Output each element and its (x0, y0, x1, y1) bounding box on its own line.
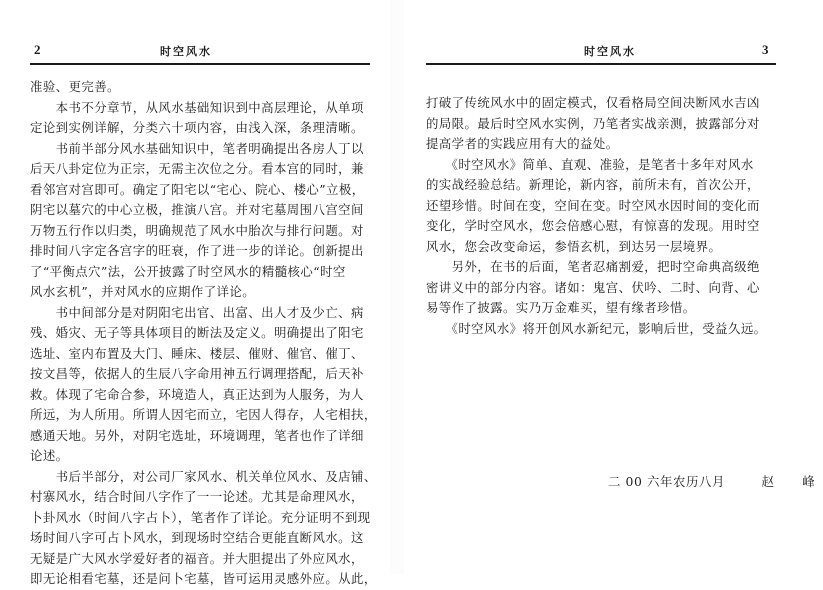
signature-author: 赵 峰 (761, 474, 823, 489)
header-rule (426, 63, 776, 65)
right-page-body (426, 93, 778, 339)
text-line: 打破了传统风水中的固定模式，仅看格局空间决断风水吉凶 (426, 95, 760, 110)
text-line: 《时空风水》简单、直观、准验，是笔者十多年对风水 (426, 156, 754, 172)
text-line: 感通天地。另外，对阴宅选址，环境调理，笔者也作了详细 (30, 427, 364, 443)
text-line: 看邻宫对宫即可。确定了阳宅以“宅心、院心、楼心”立极， (30, 181, 365, 197)
text-line: 密讲义中的部分内容。诸如：鬼宫、伏吟、二时、向背、心 (426, 279, 760, 295)
page-number: 2 (34, 42, 41, 57)
text-line: 书中间部分是对阴阳宅出官、出富、出人才及少亡、病 (30, 304, 364, 320)
text-line: 易等作了披露。实乃万金难买，望有缘者珍惜。 (426, 300, 696, 315)
text-line: 风水玄机”，并对风水的应期作了详论。 (30, 284, 256, 299)
text-line: 按文昌等，依据人的生辰八字命用神五行调理搭配，后天补 (30, 366, 364, 381)
text-line: 救。体现了宅命合参，环境造人，真正达到为人服务，为人 (30, 386, 364, 402)
text-line: 了“平衡点穴”法，公开披露了时空风水的精髓核心“时空 (30, 263, 346, 279)
text-line: 另外，在书的后面，笔者忍痛割爱，把时空命典高级绝 (426, 259, 760, 274)
signature (608, 472, 823, 490)
left-page-body (30, 77, 377, 590)
text-line: 所远，为人所用。所谓人因宅而立，宅因人得存，人宅相扶， (30, 407, 377, 422)
right-page-header (412, 42, 793, 58)
text-line: 残、婚灾、无子等具体项目的断法及定义。明确提出了阳宅 (30, 325, 364, 340)
text-line: 的局限。最后时空风水实例，乃笔者实战亲测，披露部分对 (426, 115, 760, 131)
book-gutter (390, 0, 404, 574)
text-line: 提高学者的实践应用有大的益处。 (426, 136, 619, 151)
page-number: 3 (762, 42, 769, 57)
text-line: 书后半部分，对公司厂家风水、机关单位风水、及店铺、 (30, 468, 377, 484)
text-line: 无疑是广大风水学爱好者的福音。并大胆提出了外应风水， (30, 550, 364, 566)
body-paragraphs (426, 93, 778, 339)
left-page (0, 0, 380, 586)
text-line: 《时空风水》将开创风水新纪元，影响后世，受益久远。 (426, 320, 767, 336)
text-line: 后天八卦定位为正宗，无需主次位之分。看本宫的同时，兼 (30, 161, 364, 176)
text-line: 定论到实例详解，分类六十项内容，由浅入深，条理清晰。 (30, 120, 364, 135)
text-line: 卜卦风水（时间八字占卜），笔者作了详论。充分证明不到现 (30, 509, 371, 525)
text-line: 选址、室内布置及大门、睡床、楼层、催财、催官、催丁、 (30, 345, 364, 361)
text-line: 阴宅以墓穴的中心立极，推演八宫。并对宅墓周围八宫空间 (30, 202, 364, 217)
text-line: 场时间八字可占卜风水，到现场时空结合更能直断风水。这 (30, 530, 364, 545)
right-page (412, 0, 823, 574)
text-line: 论述。 (30, 448, 69, 463)
text-line: 本书不分章节，从风水基础知识到中高层理论，从单项 (30, 99, 364, 115)
text-line: 村寨风水，结合时间八字作了一一论述。尤其是命理风水， (30, 489, 364, 504)
running-title: 时空风水 (584, 45, 636, 58)
left-page-header (0, 42, 380, 58)
running-title: 时空风水 (160, 45, 212, 58)
text-line: 准验、更完善。 (30, 79, 120, 94)
text-line: 即无论相看宅墓，还是问卜宅墓，皆可运用灵感外应。从此， (30, 571, 377, 586)
text-line: 还望珍惜。时间在变，空间在变。时空风水因时间的变化而 (426, 197, 760, 213)
text-line: 的实战经验总结。新理论，新内容，前所未有，首次公开， (426, 177, 760, 192)
body-paragraphs (30, 77, 377, 590)
text-line: 万物五行作以归类，明确规范了风水中胎次与排行问题。对 (30, 222, 364, 238)
text-line: 风水，您会改变命运，参悟玄机，到达另一层境界。 (426, 238, 722, 254)
text-line: 书前半部分风水基础知识中，笔者明确提出各房人丁以 (30, 140, 364, 156)
text-line: 排时间八字定各宫字的旺衰，作了进一步的详论。创新提出 (30, 243, 364, 258)
text-line: 变化，学时空风水，您会倍感心慰，有惊喜的发现。用时空 (426, 218, 760, 233)
header-rule (30, 63, 370, 65)
signature-date: 二 00 六年农历八月 (608, 474, 725, 489)
